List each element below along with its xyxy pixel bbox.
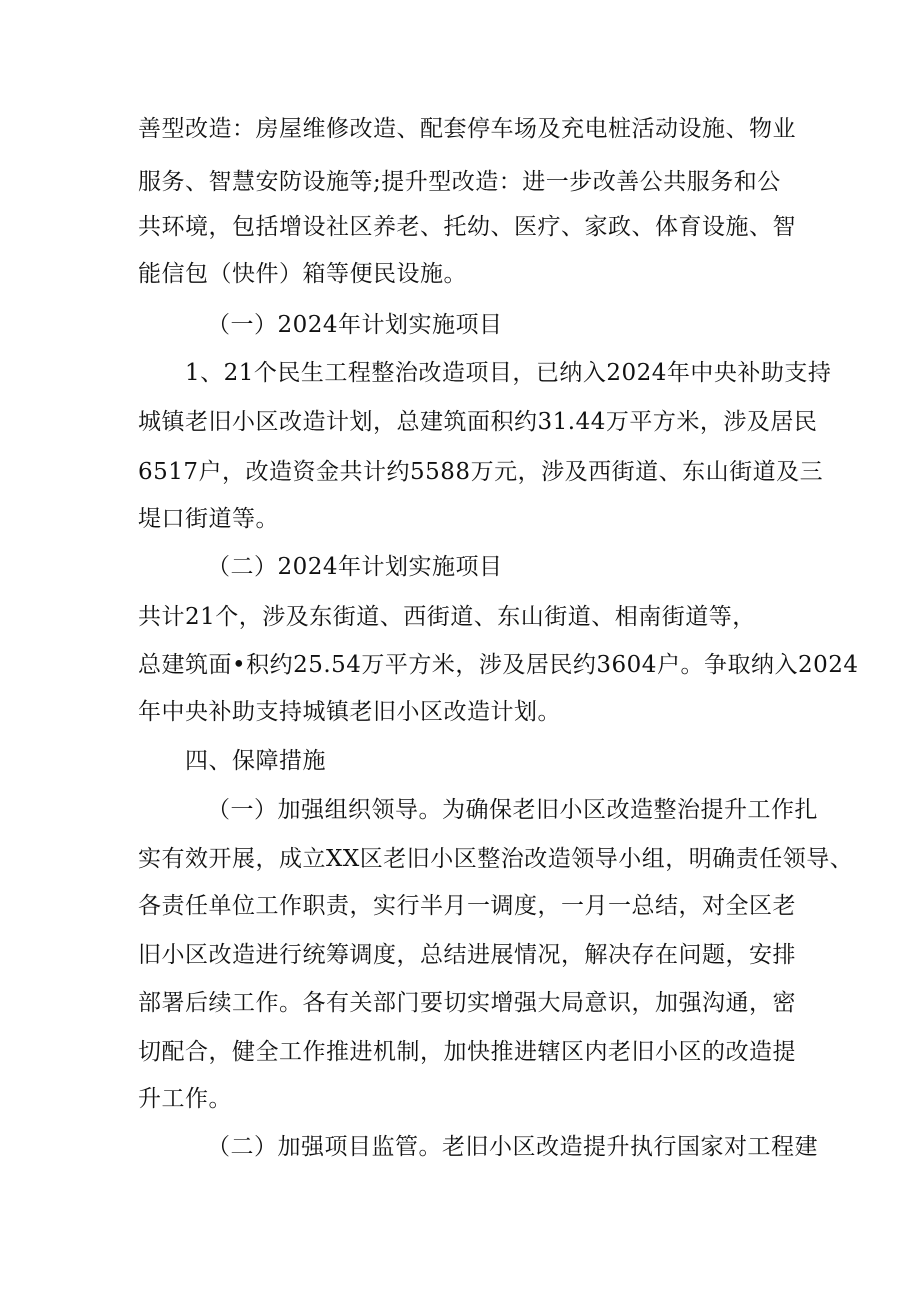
body-text-line: 各责任单位工作职责，实行半月一调度，一月一总结，对全区老: [138, 893, 796, 919]
body-text-line: 共计21个，涉及东街道、西街道、东山街道、相南街道等，: [138, 604, 756, 630]
body-text-line: 旧小区改造进行统筹调度，总结进展情况，解决存在问题，安排: [138, 942, 796, 968]
body-text-line: 1、21个民生工程整治改造项目，已纳入2024年中央补助支持: [185, 360, 832, 386]
body-text-line: 6517户，改造资金共计约5588万元，涉及西街道、东山街道及三: [138, 459, 824, 485]
body-text-line: 共环境，包括增设社区养老、托幼、医疗、家政、体育设施、智: [138, 214, 796, 240]
body-text-line: （一）加强组织领导。为确保老旧小区改造整治提升工作扎: [207, 797, 818, 823]
body-text-line: 城镇老旧小区改造计划，总建筑面积约31.44万平方米，涉及居民: [138, 409, 818, 435]
section-heading: 四、保障措施: [185, 748, 326, 774]
body-text-line: 堤口街道等。: [138, 506, 279, 532]
body-text-line: 升工作。: [138, 1086, 232, 1112]
body-text-line: 善型改造：房屋维修改造、配套停车场及充电桩活动设施、物业: [138, 116, 796, 142]
body-text-line: 实有效开展，成立XX区老旧小区整治改造领导小组，明确责任领导、: [138, 846, 854, 872]
body-text-line: 切配合，健全工作推进机制，加快推进辖区内老旧小区的改造提: [138, 1039, 796, 1065]
body-text-line: 能信包（快件）箱等便民设施。: [138, 261, 467, 287]
body-text-line: 部署后续工作。各有关部门要切实增强大局意识，加强沟通，密: [138, 990, 796, 1016]
body-text-line: 总建筑面•积约25.54万平方米，涉及居民约3604户。争取纳入2024: [138, 652, 859, 678]
body-text-line: （二）加强项目监管。老旧小区改造提升执行国家对工程建: [207, 1134, 818, 1160]
section-heading: （二）2024年计划实施项目: [207, 554, 503, 580]
body-text-line: 年中央补助支持城镇老旧小区改造计划。: [138, 699, 561, 725]
section-heading: （一）2024年计划实施项目: [207, 312, 503, 338]
body-text-line: 服务、智慧安防设施等;提升型改造：进一步改善公共服务和公: [138, 169, 781, 195]
